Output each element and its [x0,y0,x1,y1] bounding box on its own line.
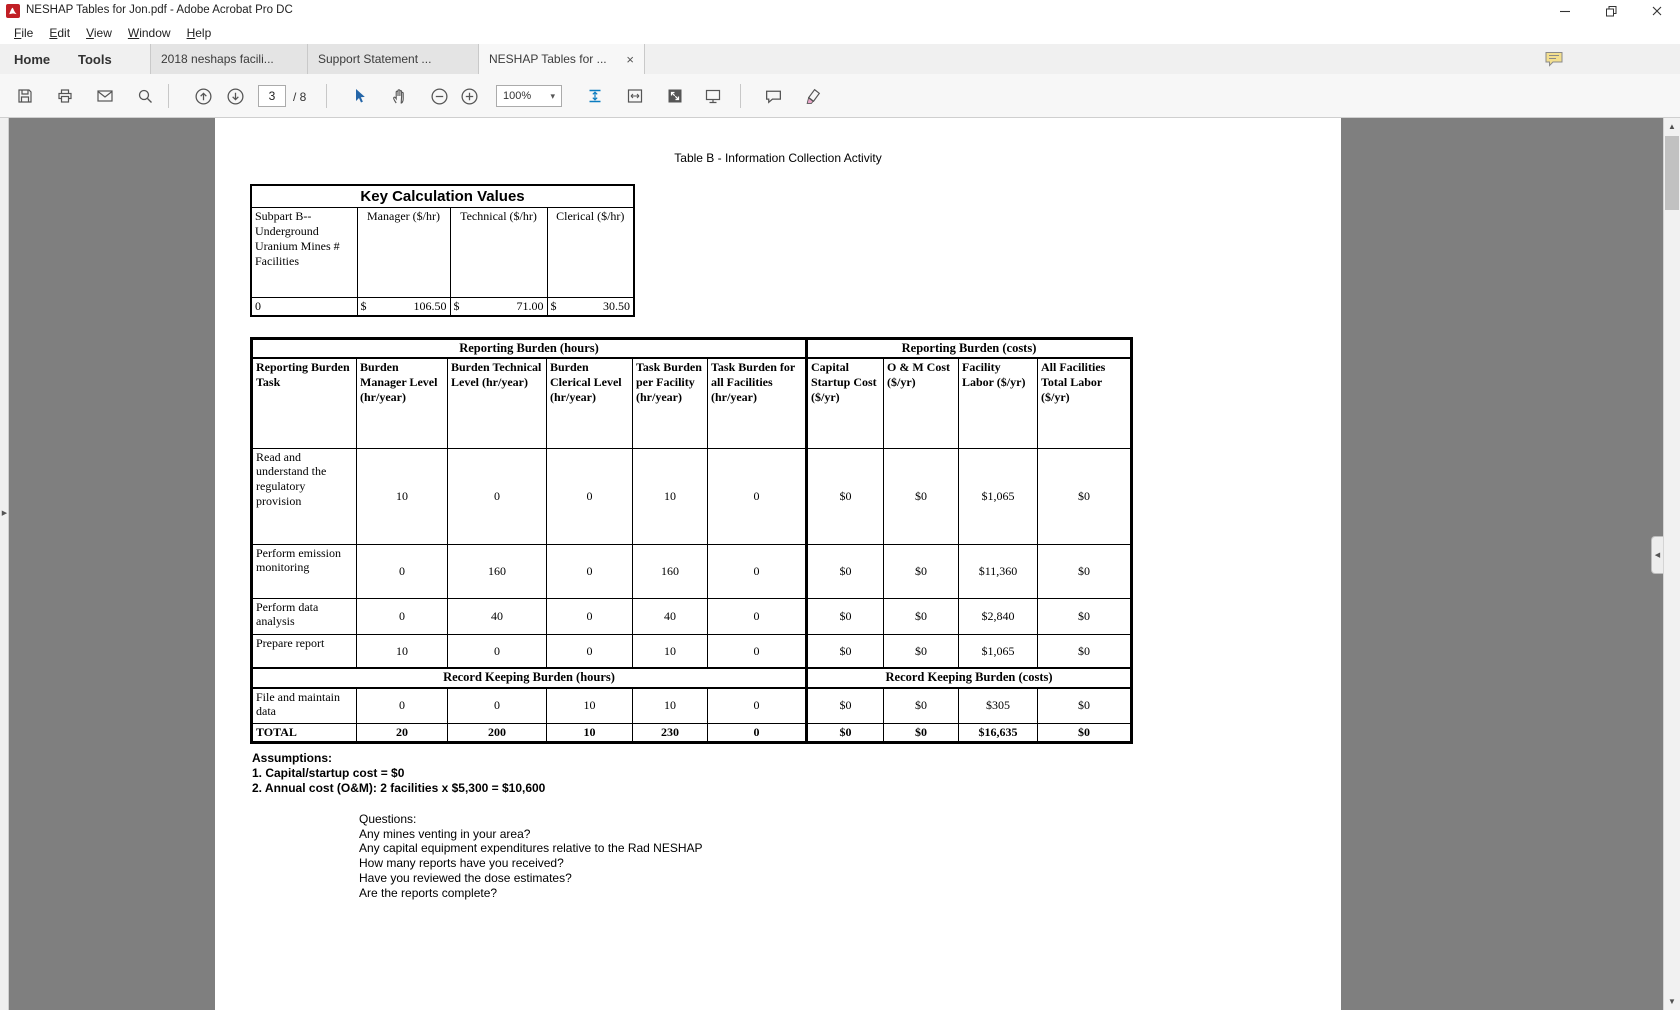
window-title: NESHAP Tables for Jon.pdf - Adobe Acrobat Pro DC [26,4,293,16]
task-cell: Prepare report [252,634,357,668]
total-value-cell: 230 [633,724,708,743]
toolbar-separator [168,84,169,108]
presentation-button[interactable] [698,81,728,111]
document-tab-label: 2018 neshaps facili... [161,52,274,66]
document-tab-2[interactable] [307,44,478,74]
document-area [0,118,1680,1010]
value-cell: $0 [884,544,959,598]
menu-window[interactable]: Window [127,26,171,40]
key-table-header-row [251,207,634,297]
value-cell: 0 [547,448,633,544]
key-value-technical [450,297,547,316]
fit-width-button[interactable] [620,81,650,111]
left-panel-toggle[interactable]: ▶ [0,498,9,528]
value-cell: $305 [959,688,1038,724]
questions-heading: Questions: [359,812,417,826]
restore-button[interactable] [1588,0,1634,22]
acrobat-icon [6,4,20,18]
chevron-down-icon: ▾ [550,90,555,101]
table-row [252,448,1132,544]
value-cell: $0 [1038,448,1132,544]
scroll-down-arrow[interactable]: ▼ [1664,993,1680,1010]
task-cell: File and maintain data [252,688,357,724]
value-cell: 0 [357,688,448,724]
fit-width-icon [626,87,644,105]
value-cell: $0 [807,634,884,668]
key-table-data-row [251,297,634,316]
question-item: Any capital equipment expenditures relative to the Rad NESHAP [359,841,703,856]
value-cell: 40 [448,598,547,634]
column-header: Task Burden for all Facilities (hr/year) [708,358,807,448]
assumptions-block [252,751,545,796]
menu-help[interactable]: Help [186,26,212,40]
task-cell: Perform data analysis [252,598,357,634]
page-up-icon [194,87,213,106]
close-button[interactable] [1634,0,1680,22]
key-table-title: Key Calculation Values [251,185,634,207]
presentation-icon [704,87,722,105]
zoom-level-dropdown[interactable] [496,85,562,107]
fullscreen-icon [666,87,684,105]
currency-amount: 30.50 [603,298,631,313]
value-cell: $0 [1038,688,1132,724]
column-header: Task Burden per Facility (hr/year) [633,358,708,448]
column-header: Capital Startup Cost ($/yr) [807,358,884,448]
value-cell: 0 [708,598,807,634]
left-panel-strip [0,118,9,1010]
question-item: Have you reviewed the dose estimates? [359,870,572,885]
previous-page-button[interactable] [188,81,218,111]
value-cell: $0 [884,598,959,634]
value-cell: $0 [884,688,959,724]
menu-bar [0,22,1680,44]
reporting-burden-hours-header: Reporting Burden (hours) [252,339,807,359]
document-tab-1[interactable] [150,44,307,74]
total-value-cell: 20 [357,724,448,743]
value-cell: 0 [708,634,807,668]
scroll-up-arrow[interactable]: ▲ [1664,118,1680,135]
total-value-cell: $16,635 [959,724,1038,743]
record-keeping-header-row [252,668,1132,687]
total-value-cell: $0 [807,724,884,743]
column-header: O & M Cost ($/yr) [884,358,959,448]
value-cell: 0 [357,544,448,598]
value-cell: 0 [448,634,547,668]
email-button[interactable] [90,81,120,111]
assumptions-heading: Assumptions: [252,751,333,765]
zoom-out-button[interactable] [424,81,454,111]
total-value-cell: 10 [547,724,633,743]
table-row [252,634,1132,668]
value-cell: 160 [633,544,708,598]
task-cell: Read and understand the regulatory provision [252,448,357,544]
value-cell: $0 [807,598,884,634]
task-cell: Perform emission monitoring [252,544,357,598]
next-page-button[interactable] [220,81,250,111]
value-cell: 10 [357,634,448,668]
save-icon [16,87,34,105]
vertical-scrollbar[interactable] [1663,118,1680,1010]
currency-amount: 71.00 [516,298,544,313]
toolbar-separator [326,84,327,108]
select-tool-icon [350,87,368,105]
menu-edit[interactable]: Edit [49,26,71,40]
column-header: Burden Technical Level (hr/year) [448,358,547,448]
value-cell: $0 [884,634,959,668]
highlight-button[interactable] [798,81,828,111]
column-header: Burden Clerical Level (hr/year) [547,358,633,448]
key-header-manager: Manager ($/hr) [357,207,450,297]
column-header: Burden Manager Level (hr/year) [357,358,448,448]
value-cell: $0 [807,448,884,544]
column-header: Facility Labor ($/yr) [959,358,1038,448]
value-cell: 0 [547,544,633,598]
key-value-manager [357,297,450,316]
value-cell: 10 [633,634,708,668]
toolbar-separator [740,84,741,108]
total-value-cell: $0 [1038,724,1132,743]
minimize-button[interactable] [1542,0,1588,22]
menu-file[interactable]: File [14,26,34,40]
highlight-icon [804,87,823,106]
menu-view[interactable]: View [86,26,112,40]
hand-tool-icon [390,87,408,105]
tab-tools[interactable]: Tools [78,44,112,74]
document-tab-label: Support Statement ... [318,52,432,66]
key-table-title-row [251,185,634,207]
record-keeping-costs-header: Record Keeping Burden (costs) [807,668,1132,687]
value-cell: $11,360 [959,544,1038,598]
email-icon [96,87,114,105]
burden-table-body [252,339,1132,743]
page-count-label: / 8 [293,90,307,104]
minimize-icon [1560,6,1570,16]
section-header-row [252,339,1132,359]
window-controls [1542,0,1680,22]
value-cell: 0 [708,544,807,598]
column-header: All Facilities Total Labor ($/yr) [1038,358,1132,448]
value-cell: 0 [448,448,547,544]
total-label-cell: TOTAL [252,724,357,743]
comment-icon [764,87,783,106]
value-cell: $0 [807,544,884,598]
value-cell: 10 [633,688,708,724]
notification-bubble-button[interactable] [1544,51,1564,67]
question-item: Are the reports complete? [359,885,498,900]
key-header-clerical: Clerical ($/hr) [547,207,634,297]
total-value-cell: $0 [884,724,959,743]
questions-block [359,812,703,900]
right-panel-toggle[interactable]: ◀ [1651,536,1663,574]
value-cell: $2,840 [959,598,1038,634]
value-cell: $0 [807,688,884,724]
save-button[interactable] [10,81,40,111]
title-bar [0,0,1680,22]
key-value-clerical [547,297,634,316]
value-cell: $0 [1038,598,1132,634]
scroll-mode-icon [586,87,604,105]
close-icon [1652,6,1662,16]
burden-table [250,337,1133,744]
notification-bubble-icon [1544,51,1564,67]
currency-symbol: $ [550,298,557,313]
value-cell: 10 [357,448,448,544]
comment-button[interactable] [758,81,788,111]
table-row [252,598,1132,634]
value-cell: 10 [633,448,708,544]
zoom-level-value: 100% [503,90,532,102]
value-cell: $0 [1038,544,1132,598]
toolbar [0,74,1680,118]
print-button[interactable] [50,81,80,111]
total-value-cell: 200 [448,724,547,743]
key-calculation-table [250,184,635,317]
value-cell: 0 [547,598,633,634]
currency-amount: 106.50 [413,298,447,313]
reporting-burden-costs-header: Reporting Burden (costs) [807,339,1132,359]
zoom-out-icon [430,87,449,106]
hand-tool-button[interactable] [384,81,414,111]
key-header-facilities: Subpart B--Underground Uranium Mines # Facilities [251,207,357,297]
tab-bar [0,44,1680,74]
column-header-row [252,358,1132,448]
value-cell: $1,065 [959,448,1038,544]
zoom-in-icon [460,87,479,106]
pdf-page [215,118,1341,1010]
document-tab-label: NESHAP Tables for ... [489,52,607,66]
value-cell: $0 [884,448,959,544]
currency-symbol: $ [453,298,460,313]
value-cell: 0 [708,688,807,724]
question-item: Any mines venting in your area? [359,826,531,841]
restore-icon [1606,6,1617,17]
tab-home[interactable]: Home [14,44,50,74]
value-cell: $1,065 [959,634,1038,668]
fullscreen-button[interactable] [660,81,690,111]
column-header: Reporting Burden Task [252,358,357,448]
question-item: How many reports have you received? [359,856,564,871]
currency-symbol: $ [360,298,367,313]
total-row [252,724,1132,743]
key-value-facilities: 0 [251,297,357,316]
value-cell: 0 [547,634,633,668]
assumption-item: 2. Annual cost (O&M): 2 facilities x $5,300 = $10,600 [252,781,546,795]
print-icon [56,87,74,105]
search-button[interactable] [130,81,160,111]
record-keeping-hours-header: Record Keeping Burden (hours) [252,668,807,687]
value-cell: 0 [357,598,448,634]
value-cell: 0 [448,688,547,724]
value-cell: 10 [547,688,633,724]
page-down-icon [226,87,245,106]
document-tab-active[interactable] [478,44,645,74]
total-value-cell: 0 [708,724,807,743]
assumption-item: 1. Capital/startup cost = $0 [252,766,405,780]
select-tool-button[interactable] [344,81,374,111]
value-cell: $0 [1038,634,1132,668]
search-icon [136,87,154,105]
table-row [252,688,1132,724]
scroll-mode-button[interactable] [580,81,610,111]
value-cell: 40 [633,598,708,634]
value-cell: 0 [708,448,807,544]
tab-close-button[interactable]: × [626,51,634,67]
table-row [252,544,1132,598]
zoom-in-button[interactable] [454,81,484,111]
page-number-input[interactable] [258,85,286,107]
key-header-technical: Technical ($/hr) [450,207,547,297]
scrollbar-thumb[interactable] [1665,136,1679,210]
page-title: Table B - Information Collection Activity [674,151,882,165]
value-cell: 160 [448,544,547,598]
